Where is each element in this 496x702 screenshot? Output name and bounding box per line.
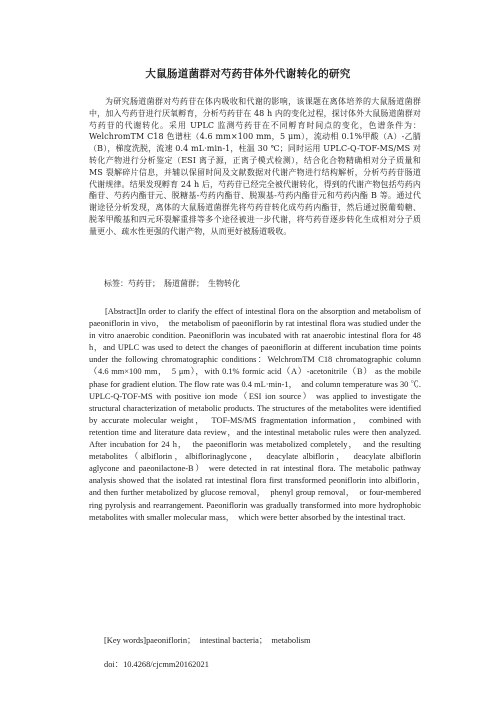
keywords-chinese: 标签：芍药苷； 肠道菌群； 生物转化 [104, 279, 240, 288]
abstract-chinese: 为研究肠道菌群对芍药苷在体内吸收和代谢的影响，该课题在离体培养的大鼠肠道菌群中，加入芍药苷进行厌氧孵育，分析芍药苷在 48 h 内的变化过程，探讨体外大鼠肠道菌群对芍药苷的代谢转化。采用 UPLC 监测芍药苷在不同孵育时间点的变化，色谱条件为：WelchromTM C18 色谱柱（4.6 mm×100 mm，5 μm），流动相 0.1%甲酸（A）-乙腈（B），梯度洗脱，流速 0.4 mL·min-1，柱温 30 ℃；同时运用 UPLC-Q-TOF-MS/MS 对转化产物进行分析鉴定（ESI 离子源，正离子模式检测），结合化合物精确相对分子质量和 MS 裂解碎片信息，并辅以保留时间及文献数据对代谢产物进行结构解析，分析芍药苷肠道代谢规律。结果发现孵育 24 h 后，芍药苷已经完全被代谢转化，得到的代谢产物包括芍药内酯苷、芍药内酯苷元、脱糖基-芍药内酯苷、脱羰基-芍药内酯苷元和芍药内酯 B 等。通过代谢途径分析发现，离体的大鼠肠道菌群先将芍药苷转化成芍药内酯苷，然后通过脱葡萄糖、脱苯甲酸基和四元环裂解重排等多个途径被进一步代谢，将芍药苷逐步转化生成相对分子质量更小、疏水性更强的代谢产物，从而更好被肠道吸收。 [89, 97, 421, 236]
abstract-english: [Abstract]In order to clarify the effect of intestinal flora on the absorption and metabolism of paeoniflorin in vivo， the metabolism of paeoniflorin by rat intestinal flora was studied under the in vitro anaerobic condition. Paeoniflorin was incubated with rat anaerobic intestinal flora for 48 h，and UPLC was used to detect the changes of paeoniflorin at different incubation time points under the following chromatographic conditions：WelchromTM C18 chromatographic column （4.6 mm×100 mm， 5 μm），with 0.1% formic acid（A）-acetonitrile（B） as the mobile phase for gradient elution. The flow rate was 0.4 mL·min-1， and column temperature was 30 ℃. UPLC-Q-TOF-MS with positive ion mode（ESI ion source） was applied to investigate the structural characterization of metabolic products. The structures of the metabolites were identified by accurate molecular weight， TOF-MS/MS fragmentation information， combined with retention time and literature data review，and the intestinal metabolic rules were then analyzed. After incubation for 24 h， the paeoniflorin was metabolized completely， and the resulting metabolites（albiflorin，albiflorinaglycone， deacylate albiflorin， deacylate albiflorin aglycone and paeonilactone-B） were detected in rat intestinal flora. The metabolic pathway analysis showed that the isolated rat intestinal flora first transformed peoniflorin into albiflorin， and then further metabolized by glucose removal， phenyl group removal， or four-membered ring pyrolysis and rearrangement. Paeoniflorin was gradually transformed into more hydrophobic metabolites with smaller molecular mass， which were better absorbed by the intestinal tract. [89, 307, 430, 522]
keywords-english: [Key words]paeoniflorin； intestinal bacteria； metabolism [104, 636, 311, 645]
paper-title: 大鼠肠道菌群对芍药苷体外代谢转化的研究 [145, 68, 351, 80]
doi: doi：10.4268/cjcmm20162021 [104, 660, 209, 669]
